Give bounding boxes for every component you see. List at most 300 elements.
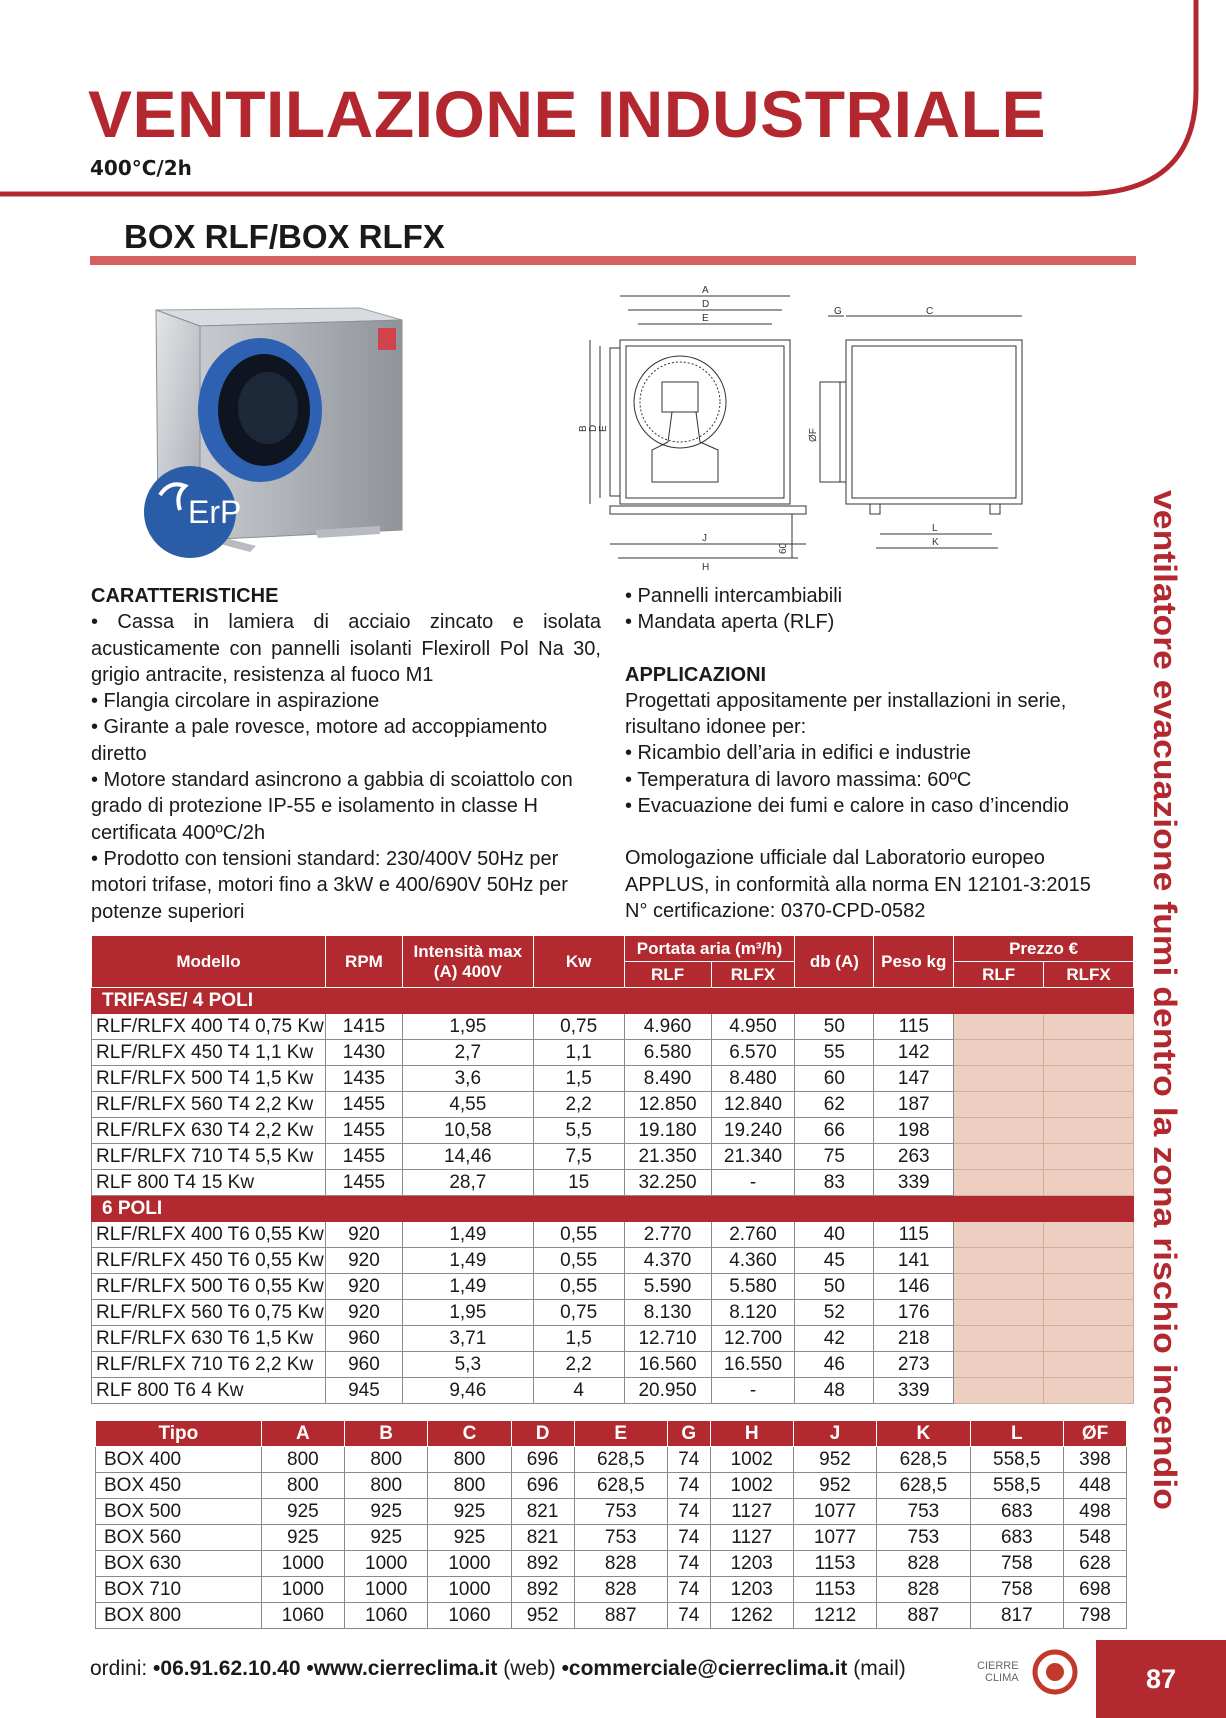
table-cell: 0,55	[533, 1248, 624, 1274]
table-cell: 8.120	[711, 1300, 795, 1326]
price-cell-rlfx	[1044, 1170, 1134, 1196]
table-cell: 925	[261, 1525, 344, 1551]
table-cell: 1435	[325, 1066, 402, 1092]
table-row	[96, 1499, 1127, 1525]
application-item: • Ricambio dell’aria in edifici e industrie	[625, 742, 972, 765]
table-cell: 1,49	[402, 1248, 533, 1274]
table-cell: 753	[877, 1499, 970, 1525]
table-cell: 1455	[325, 1170, 402, 1196]
svg-text:C: C	[926, 306, 934, 317]
feature-item: • Prodotto con tensioni standard: 230/400V 50Hz per motori trifase, motori fino a 3kW e 400/690V 50Hz per potenze superiori	[91, 847, 568, 923]
group-label: 6 POLI	[92, 1196, 1134, 1222]
svg-text:B: B	[578, 425, 589, 432]
table-cell: 74	[667, 1577, 710, 1603]
table-cell: 800	[345, 1473, 428, 1499]
table-cell: 1430	[325, 1040, 402, 1066]
table-row	[92, 1092, 1134, 1118]
price-cell-rlfx	[1044, 1066, 1134, 1092]
table-cell: 800	[428, 1447, 511, 1473]
svg-text:CLIMA: CLIMA	[985, 1672, 1019, 1684]
product-photo	[140, 290, 430, 560]
price-cell-rlfx	[1044, 1300, 1134, 1326]
table-cell: 1203	[710, 1577, 793, 1603]
table-cell: 1000	[345, 1551, 428, 1577]
table-cell: 74	[667, 1525, 710, 1551]
page-number: 87	[1096, 1640, 1226, 1718]
price-cell-rlfx	[1044, 1222, 1134, 1248]
table-cell: 628	[1064, 1551, 1127, 1577]
page-title: VENTILAZIONE INDUSTRIALE	[88, 77, 1047, 151]
table-cell: 21.340	[711, 1144, 795, 1170]
price-cell-rlf	[954, 1378, 1044, 1404]
table-row	[96, 1473, 1127, 1499]
page-subtitle: 400°C/2h	[90, 156, 192, 180]
table-cell: 21.350	[624, 1144, 711, 1170]
price-cell-rlfx	[1044, 1326, 1134, 1352]
table-cell: 52	[795, 1300, 874, 1326]
table-cell: 758	[970, 1577, 1063, 1603]
svg-text:60: 60	[778, 542, 789, 554]
table-cell: 42	[795, 1326, 874, 1352]
table-cell: 115	[874, 1222, 954, 1248]
table-cell: 187	[874, 1092, 954, 1118]
table-cell: 19.240	[711, 1118, 795, 1144]
table-cell: 920	[325, 1248, 402, 1274]
col-header-intensita: Intensità max (A) 400V	[402, 936, 533, 988]
price-cell-rlf	[954, 1144, 1044, 1170]
price-cell-rlfx	[1044, 1144, 1134, 1170]
table-cell: 1203	[710, 1551, 793, 1577]
table-cell: 5,5	[533, 1118, 624, 1144]
table-cell: 2,2	[533, 1092, 624, 1118]
table-cell: 198	[874, 1118, 954, 1144]
table-cell: 1455	[325, 1118, 402, 1144]
table-cell: 32.250	[624, 1170, 711, 1196]
svg-text:E: E	[702, 313, 709, 324]
table-cell: 1153	[793, 1551, 876, 1577]
table-cell: RLF/RLFX 500 T4 1,5 Kw	[92, 1066, 326, 1092]
footer-ordini-label: ordini:	[90, 1657, 148, 1680]
table-cell: 798	[1064, 1603, 1127, 1629]
table-cell: 1077	[793, 1525, 876, 1551]
price-cell-rlf	[954, 1222, 1044, 1248]
table-cell: 1000	[261, 1551, 344, 1577]
erp-badge-label: ErP	[188, 494, 242, 530]
table-cell: RLF/RLFX 450 T4 1,1 Kw	[92, 1040, 326, 1066]
table-row	[92, 1170, 1134, 1196]
dim-col-header: G	[667, 1421, 710, 1447]
price-cell-rlf	[954, 1066, 1044, 1092]
table-cell: 925	[261, 1499, 344, 1525]
table-cell: 62	[795, 1092, 874, 1118]
table-cell: 821	[511, 1499, 574, 1525]
dim-col-header: C	[428, 1421, 511, 1447]
table-row	[96, 1577, 1127, 1603]
price-cell-rlfx	[1044, 1040, 1134, 1066]
svg-text:K: K	[932, 537, 939, 548]
table-cell: 74	[667, 1603, 710, 1629]
table-row	[96, 1447, 1127, 1473]
table-row	[92, 1222, 1134, 1248]
dim-col-header: E	[574, 1421, 667, 1447]
table-cell: 15	[533, 1170, 624, 1196]
table-cell: BOX 400	[96, 1447, 262, 1473]
table-cell: 683	[970, 1525, 1063, 1551]
table-cell: BOX 800	[96, 1603, 262, 1629]
table-cell: 50	[795, 1014, 874, 1040]
table-cell: 5,3	[402, 1352, 533, 1378]
table-row	[92, 1378, 1134, 1404]
table-cell: 20.950	[624, 1378, 711, 1404]
table-cell: 141	[874, 1248, 954, 1274]
brand-logo	[975, 1640, 1085, 1710]
table-cell: 8.490	[624, 1066, 711, 1092]
table-cell: 218	[874, 1326, 954, 1352]
table-cell: 5.580	[711, 1274, 795, 1300]
table-cell: 2,2	[533, 1352, 624, 1378]
table-cell: 4.360	[711, 1248, 795, 1274]
table-cell: 1455	[325, 1144, 402, 1170]
table-cell: RLF 800 T6 4 Kw	[92, 1378, 326, 1404]
table-cell: 683	[970, 1499, 1063, 1525]
table-cell: 800	[428, 1473, 511, 1499]
technical-drawing	[580, 282, 1040, 572]
price-cell-rlf	[954, 1274, 1044, 1300]
table-cell: 952	[793, 1473, 876, 1499]
table-cell: 7,5	[533, 1144, 624, 1170]
price-cell-rlfx	[1044, 1118, 1134, 1144]
table-cell: 753	[574, 1525, 667, 1551]
price-cell-rlf	[954, 1092, 1044, 1118]
table-cell: 146	[874, 1274, 954, 1300]
spec-table	[91, 935, 1134, 1404]
table-cell: 558,5	[970, 1473, 1063, 1499]
table-cell: 16.560	[624, 1352, 711, 1378]
table-cell: 1077	[793, 1499, 876, 1525]
table-cell: 920	[325, 1274, 402, 1300]
product-title: BOX RLF/BOX RLFX	[124, 218, 445, 255]
feature-item: • Pannelli intercambiabili	[625, 585, 843, 607]
table-cell: 83	[795, 1170, 874, 1196]
svg-text:H: H	[702, 562, 710, 573]
table-row	[92, 1352, 1134, 1378]
features-heading: CARATTERISTICHE	[91, 585, 279, 607]
table-cell: 45	[795, 1248, 874, 1274]
price-cell-rlfx	[1044, 1248, 1134, 1274]
table-cell: 828	[877, 1551, 970, 1577]
table-cell: 176	[874, 1300, 954, 1326]
table-cell: RLF/RLFX 630 T4 2,2 Kw	[92, 1118, 326, 1144]
table-cell: 1000	[428, 1551, 511, 1577]
table-cell: 50	[795, 1274, 874, 1300]
dim-col-header: A	[261, 1421, 344, 1447]
table-cell: 887	[877, 1603, 970, 1629]
table-cell: 628,5	[574, 1473, 667, 1499]
table-cell: 46	[795, 1352, 874, 1378]
table-cell: 548	[1064, 1525, 1127, 1551]
table-cell: 142	[874, 1040, 954, 1066]
table-cell: RLF/RLFX 450 T6 0,55 Kw	[92, 1248, 326, 1274]
table-cell: 828	[574, 1551, 667, 1577]
table-cell: 628,5	[574, 1447, 667, 1473]
table-row	[96, 1525, 1127, 1551]
table-cell: 628,5	[877, 1473, 970, 1499]
table-cell: 920	[325, 1222, 402, 1248]
table-cell: 12.700	[711, 1326, 795, 1352]
col-header-portata: Portata aria (m³/h)	[624, 936, 795, 962]
table-cell: 1,49	[402, 1274, 533, 1300]
table-cell: 753	[574, 1499, 667, 1525]
table-cell: 12.840	[711, 1092, 795, 1118]
table-cell: 1,95	[402, 1014, 533, 1040]
table-cell: RLF/RLFX 500 T6 0,55 Kw	[92, 1274, 326, 1300]
table-cell: 75	[795, 1144, 874, 1170]
table-cell: -	[711, 1378, 795, 1404]
table-row	[92, 1066, 1134, 1092]
table-cell: 628,5	[877, 1447, 970, 1473]
table-cell: 952	[793, 1447, 876, 1473]
table-cell: 339	[874, 1170, 954, 1196]
col-header-kw: Kw	[533, 936, 624, 988]
table-cell: RLF/RLFX 710 T6 2,2 Kw	[92, 1352, 326, 1378]
svg-text:D: D	[588, 424, 599, 432]
table-cell: 6.580	[624, 1040, 711, 1066]
table-cell: 960	[325, 1352, 402, 1378]
table-cell: 10,58	[402, 1118, 533, 1144]
col-header-portata-rlf: RLF	[624, 962, 711, 988]
table-group-row	[92, 1196, 1134, 1222]
svg-text:L: L	[932, 523, 938, 534]
table-cell: RLF/RLFX 560 T6 0,75 Kw	[92, 1300, 326, 1326]
table-cell: 925	[345, 1525, 428, 1551]
table-cell: 1060	[428, 1603, 511, 1629]
footer-website-link[interactable]: •www.cierreclima.it	[306, 1657, 498, 1680]
table-cell: 1212	[793, 1603, 876, 1629]
table-cell: 398	[1064, 1447, 1127, 1473]
table-cell: 696	[511, 1473, 574, 1499]
table-cell: 1000	[345, 1577, 428, 1603]
table-cell: 1153	[793, 1577, 876, 1603]
price-cell-rlfx	[1044, 1352, 1134, 1378]
price-cell-rlf	[954, 1248, 1044, 1274]
table-cell: 263	[874, 1144, 954, 1170]
col-header-peso: Peso kg	[874, 936, 954, 988]
table-cell: 28,7	[402, 1170, 533, 1196]
col-header-rpm: RPM	[325, 936, 402, 988]
col-header-prezzo-rlf: RLF	[954, 962, 1044, 988]
footer-phone[interactable]: •06.91.62.10.40	[153, 1657, 301, 1680]
table-row	[92, 1248, 1134, 1274]
table-cell: 800	[345, 1447, 428, 1473]
table-cell: 828	[877, 1577, 970, 1603]
table-cell: 8.480	[711, 1066, 795, 1092]
svg-text:E: E	[598, 425, 609, 432]
price-cell-rlf	[954, 1326, 1044, 1352]
table-cell: 0,55	[533, 1274, 624, 1300]
applications-heading: APPLICAZIONI	[625, 663, 767, 686]
table-group-row	[92, 988, 1134, 1014]
table-cell: 448	[1064, 1473, 1127, 1499]
table-cell: 5.590	[624, 1274, 711, 1300]
table-cell: 55	[795, 1040, 874, 1066]
table-cell: 558,5	[970, 1447, 1063, 1473]
col-header-prezzo: Prezzo €	[954, 936, 1134, 962]
price-cell-rlfx	[1044, 1092, 1134, 1118]
table-cell: 4,55	[402, 1092, 533, 1118]
col-header-portata-rlfx: RLFX	[711, 962, 795, 988]
table-cell: RLF/RLFX 400 T4 0,75 Kw	[92, 1014, 326, 1040]
table-cell: 1127	[710, 1499, 793, 1525]
table-cell: 925	[428, 1525, 511, 1551]
table-cell: 1,95	[402, 1300, 533, 1326]
table-cell: 960	[325, 1326, 402, 1352]
table-cell: 2.760	[711, 1222, 795, 1248]
table-cell: 1060	[261, 1603, 344, 1629]
table-cell: RLF 800 T4 15 Kw	[92, 1170, 326, 1196]
table-cell: 74	[667, 1499, 710, 1525]
table-cell: 945	[325, 1378, 402, 1404]
feature-item: • Mandata aperta (RLF)	[625, 611, 835, 634]
side-banner	[1140, 490, 1200, 1520]
dim-col-header: D	[511, 1421, 574, 1447]
table-cell: 8.130	[624, 1300, 711, 1326]
footer-contacts	[90, 1657, 906, 1681]
feature-item: • Girante a pale rovesce, motore ad accoppiamento diretto	[91, 716, 548, 765]
table-row	[92, 1144, 1134, 1170]
table-cell: 1,49	[402, 1222, 533, 1248]
table-cell: 1,1	[533, 1040, 624, 1066]
price-cell-rlfx	[1044, 1378, 1134, 1404]
table-cell: 1002	[710, 1473, 793, 1499]
table-row	[92, 1326, 1134, 1352]
table-cell: 817	[970, 1603, 1063, 1629]
table-cell: -	[711, 1170, 795, 1196]
svg-text:A: A	[702, 285, 709, 296]
table-cell: 4.960	[624, 1014, 711, 1040]
table-cell: 828	[574, 1577, 667, 1603]
side-banner-text: ventilatore evacuazione fumi dentro la zona rischio incendio	[1147, 490, 1183, 1408]
table-cell: 892	[511, 1551, 574, 1577]
col-header-db: db (A)	[795, 936, 874, 988]
table-cell: 0,55	[533, 1222, 624, 1248]
table-cell: 0,75	[533, 1300, 624, 1326]
table-cell: 1000	[261, 1577, 344, 1603]
table-cell: 74	[667, 1473, 710, 1499]
table-cell: 16.550	[711, 1352, 795, 1378]
table-cell: BOX 560	[96, 1525, 262, 1551]
col-header-prezzo-rlfx: RLFX	[1044, 962, 1134, 988]
group-label: TRIFASE/ 4 POLI	[92, 988, 1134, 1014]
table-cell: BOX 500	[96, 1499, 262, 1525]
table-cell: 1,5	[533, 1066, 624, 1092]
table-cell: 0,75	[533, 1014, 624, 1040]
table-cell: 12.710	[624, 1326, 711, 1352]
application-item: • Evacuazione dei fumi e calore in caso d’incendio	[625, 795, 1069, 818]
table-row	[92, 1274, 1134, 1300]
dim-col-header: J	[793, 1421, 876, 1447]
table-cell: 3,71	[402, 1326, 533, 1352]
table-cell: RLF/RLFX 710 T4 5,5 Kw	[92, 1144, 326, 1170]
feature-item: • Cassa in lamiera di acciaio zincato e isolata acusticamente con pannelli isolanti Flexiroll Pol Na 30, grigio antracite, resistenza al fuoco M1	[91, 611, 601, 686]
dim-col-header: K	[877, 1421, 970, 1447]
col-header-modello: Modello	[92, 936, 326, 988]
title-underline	[90, 256, 1136, 265]
table-cell: 6.570	[711, 1040, 795, 1066]
table-cell: 800	[261, 1473, 344, 1499]
dim-col-header: ØF	[1064, 1421, 1127, 1447]
table-cell: 2.770	[624, 1222, 711, 1248]
price-cell-rlfx	[1044, 1014, 1134, 1040]
table-cell: 1060	[345, 1603, 428, 1629]
application-item: • Temperatura di lavoro massima: 60ºC	[625, 768, 972, 791]
table-row	[96, 1551, 1127, 1577]
svg-text:ØF: ØF	[808, 428, 819, 442]
dim-col-header: B	[345, 1421, 428, 1447]
table-cell: 60	[795, 1066, 874, 1092]
svg-text:CIERRE: CIERRE	[977, 1660, 1019, 1672]
table-cell: 74	[667, 1447, 710, 1473]
table-row	[92, 1040, 1134, 1066]
table-cell: 1000	[428, 1577, 511, 1603]
dim-col-header: Tipo	[96, 1421, 262, 1447]
svg-text:G: G	[834, 306, 842, 317]
price-cell-rlf	[954, 1040, 1044, 1066]
table-cell: 758	[970, 1551, 1063, 1577]
footer-web-suffix: (web)	[503, 1657, 556, 1680]
price-cell-rlf	[954, 1170, 1044, 1196]
table-cell: 887	[574, 1603, 667, 1629]
applications-section	[625, 583, 1135, 924]
table-cell: BOX 450	[96, 1473, 262, 1499]
features-section	[91, 583, 601, 925]
table-cell: 147	[874, 1066, 954, 1092]
table-cell: 952	[511, 1603, 574, 1629]
table-cell: 920	[325, 1300, 402, 1326]
table-cell: 66	[795, 1118, 874, 1144]
footer-mail-suffix: (mail)	[853, 1657, 906, 1680]
feature-item: • Motore standard asincrono a gabbia di scoiattolo con grado di protezione IP-55 e isolamento in classe H certificata 400ºC/2h	[91, 769, 573, 844]
certification-line: N° certificazione: 0370-CPD-0582	[625, 899, 926, 922]
dim-col-header: H	[710, 1421, 793, 1447]
table-row	[92, 1014, 1134, 1040]
table-cell: 40	[795, 1222, 874, 1248]
dimensions-table	[95, 1420, 1127, 1629]
table-row	[92, 1118, 1134, 1144]
price-cell-rlf	[954, 1300, 1044, 1326]
table-cell: 925	[345, 1499, 428, 1525]
price-cell-rlf	[954, 1352, 1044, 1378]
footer-email-link[interactable]: •commerciale@cierreclima.it	[561, 1657, 848, 1680]
applications-intro: Progettati appositamente per installazioni in serie, risultano idonee per:	[625, 689, 1067, 739]
table-cell: 892	[511, 1577, 574, 1603]
certification-line: APPLUS, in conformità alla norma EN 12101-3:2015	[625, 873, 1091, 896]
table-cell: 14,46	[402, 1144, 533, 1170]
svg-text:J: J	[702, 533, 707, 544]
table-cell: BOX 710	[96, 1577, 262, 1603]
table-cell: BOX 630	[96, 1551, 262, 1577]
certification-line: Omologazione ufficiale dal Laboratorio europeo	[625, 847, 1045, 870]
table-cell: 3,6	[402, 1066, 533, 1092]
price-cell-rlf	[954, 1014, 1044, 1040]
table-cell: 273	[874, 1352, 954, 1378]
table-cell: 74	[667, 1551, 710, 1577]
table-cell: 821	[511, 1525, 574, 1551]
price-cell-rlfx	[1044, 1274, 1134, 1300]
table-cell: 4	[533, 1378, 624, 1404]
table-cell: 696	[511, 1447, 574, 1473]
svg-text:D: D	[702, 299, 710, 310]
table-cell: 339	[874, 1378, 954, 1404]
